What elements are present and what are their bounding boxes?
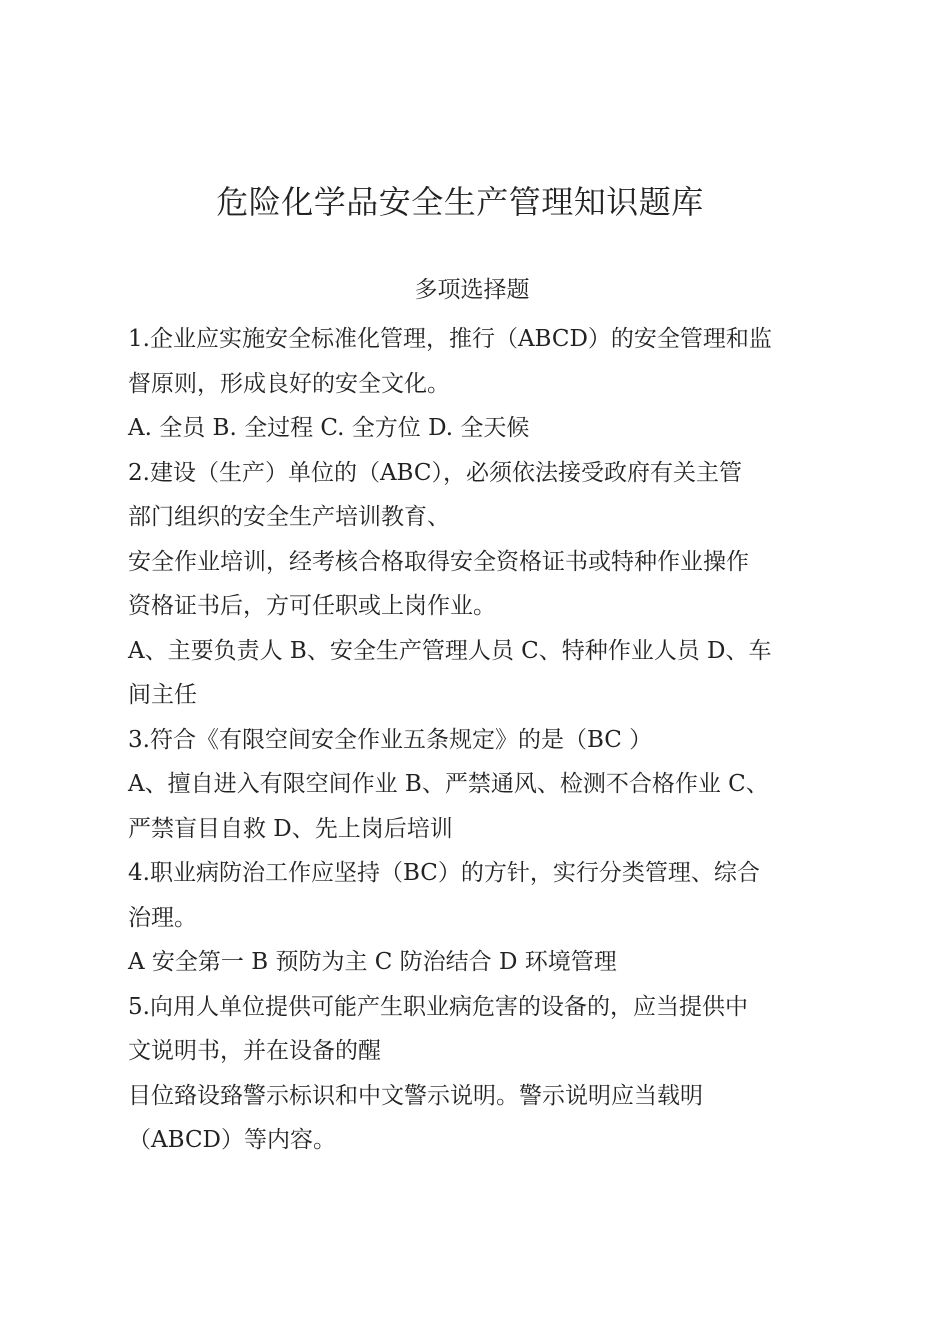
text-line: 文说明书，并在设备的醒 — [128, 1038, 381, 1064]
text-line: 督原则，形成良好的安全文化。 — [128, 370, 450, 397]
text-line: 严禁盲目自救 D、先上岗后培训 — [128, 815, 453, 842]
text-line: 资格证书后，方可任职或上岗作业。 — [128, 593, 496, 619]
text-line: 间主任 — [128, 682, 197, 708]
text-line: 目位臵设臵警示标识和中文警示说明。警示说明应当载明 — [128, 1082, 703, 1109]
document-title: 危险化学品安全生产管理知识题库 — [216, 183, 704, 221]
section-heading: 多项选择题 — [414, 277, 530, 303]
text-line: 3.符合《有限空间安全作业五条规定》的是（BC ） — [128, 726, 653, 753]
text-line: A、主要负责人 B、安全生产管理人员 C、特种作业人员 D、车 — [128, 637, 772, 664]
text-line: A 安全第一 B 预防为主 C 防治结合 D 环境管理 — [128, 949, 617, 975]
text-line: 安全作业培训，经考核合格取得安全资格证书或特种作业操作 — [128, 548, 749, 575]
text-line: 治理。 — [128, 904, 197, 931]
question-content — [128, 317, 840, 1163]
text-line: 2.建设（生产）单位的（ABC），必须依法接受政府有关主管 — [128, 459, 742, 486]
text-line: A. 全员 B. 全过程 C. 全方位 D. 全天候 — [128, 415, 530, 441]
text-line: 5.向用人单位提供可能产生职业病危害的设备的，应当提供中 — [128, 993, 748, 1020]
text-line: A、擅自进入有限空间作业 B、严禁通风、检测不合格作业 C、 — [128, 771, 769, 797]
text-line: 1.企业应实施安全标准化管理，推行（ABCD）的安全管理和监 — [128, 326, 772, 352]
text-line: 部门组织的安全生产培训教育、 — [128, 504, 450, 530]
text-line: 4.职业病防治工作应坚持（BC）的方针，实行分类管理、综合 — [128, 860, 760, 886]
text-line: （ABCD）等内容。 — [128, 1127, 336, 1153]
